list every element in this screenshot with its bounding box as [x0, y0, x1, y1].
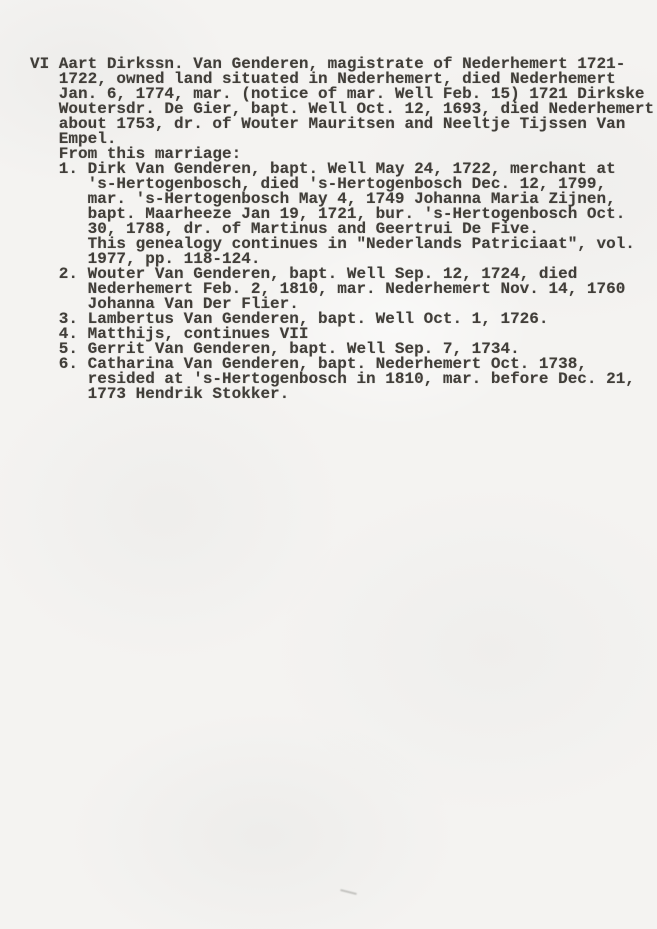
- pencil-smudge-mark: [340, 889, 357, 895]
- typewritten-text-block: VI Aart Dirkssn. Van Genderen, magistrate of Nederhemert 1721- 1722, owned land situated in Nederhemert, died Nederhemert Jan. 6, 1774, mar. (notice of mar. Well Feb. 15) 1721 Dirkske Woutersdr. De Gier, bapt. Well Oct. 12, 1693, died Nederhemert about 1753, dr. of Wouter Mauritsen and Neeltje Tijssen Van Empel. From this marriage: 1. Dirk Van Genderen, bapt. Well May 24, 1722, merchant at 's-Hertogenbosch, died 's-Hertogenbosch Dec. 12, 1799, mar. 's-Hertogenbosch May 4, 1749 Johanna Maria Zijnen, bapt. Maarheeze Jan 19, 1721, bur. 's-Hertogenbosch Oct. 30, 1788, dr. of Martinus and Geertrui De Five. This genealogy continues in "Nederlands Patriciaat", vol. 1977, pp. 118-124. 2. Wouter Van Genderen, bapt. Well Sep. 12, 1724, died Nederhemert Feb. 2, 1810, mar. Nederhemert Nov. 14, 1760 Johanna Van Der Flier. 3. Lambertus Van Genderen, bapt. Well Oct. 1, 1726. 4. Matthijs, continues VII 5. Gerrit Van Genderen, bapt. Well Sep. 7, 1734. 6. Catharina Van Genderen, bapt. Nederhemert Oct. 1738, resided at 's-Hertogenbosch in 1810, mar. before Dec. 21, 1773 Hendrik Stokker.: [30, 55, 655, 403]
